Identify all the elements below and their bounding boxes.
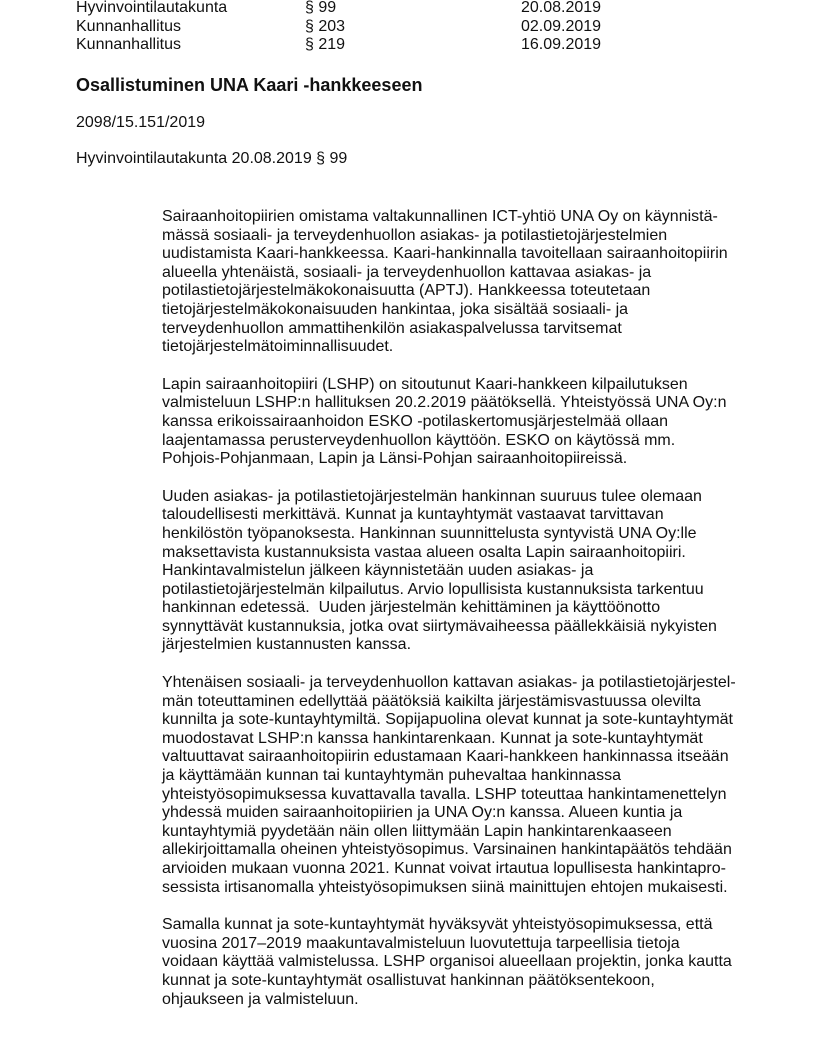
history-date: 16.09.2019 xyxy=(521,36,602,53)
history-row xyxy=(76,0,616,18)
paragraph-line: yhteistyösopimuksessa kuvattavalla tavalla. LSHP toteuttaa hankintamenettelyn xyxy=(162,785,727,803)
body-paragraph xyxy=(162,488,782,655)
paragraph-line: potilastietojärjestelmän kilpailutus. Arvio lopullisista kustannuksista tarkentuu xyxy=(162,580,704,598)
meeting-reference: Hyvinvointilautakunta 20.08.2019 § 99 xyxy=(76,150,348,167)
paragraph-line: Pohjois-Pohjanmaan, Lapin ja Länsi-Pohjan sairaanhoitopiireissä. xyxy=(162,450,628,468)
paragraph-line: män toteuttaminen edellyttää päätöksiä kaikilta järjestämisvastuussa olevilta xyxy=(162,692,701,710)
paragraph-line: yhdessä muiden sairaanhoitopiirien ja UNA Oy:n kanssa. Alueen kuntia ja xyxy=(162,804,683,822)
document-title: Osallistuminen UNA Kaari -hankkeeseen xyxy=(76,75,423,95)
paragraph-line: voidaan käyttää valmistelussa. LSHP organisoi alueellaan projektin, jonka kautta xyxy=(162,953,732,971)
paragraph-line: Samalla kunnat ja sote-kuntayhtymät hyväksyvät yhteistyösopimuksessa, että xyxy=(162,916,713,934)
paragraph-line: vuosina 2017–2019 maakuntavalmisteluun luovutettuja tarpeellisia tietoja xyxy=(162,934,680,952)
paragraph-line: laajentamassa perusterveydenhuollon käyttöön. ESKO on käytössä mm. xyxy=(162,431,676,449)
paragraph-line: valmisteluun LSHP:n hallituksen 20.2.2019 päätöksellä. Yhteistyössä UNA Oy:n xyxy=(162,394,727,412)
paragraph-line: Uuden asiakas- ja potilastietojärjestelmän hankinnan suuruus tulee olemaan xyxy=(162,487,702,505)
document-body xyxy=(162,208,782,1028)
paragraph-line: tietojärjestelmätoiminnallisuudet. xyxy=(162,338,394,356)
paragraph-line: kunnat ja sote-kuntayhtymät osallistuvat hankinnan päätöksentekoon, xyxy=(162,971,655,989)
history-body: Hyvinvointilautakunta xyxy=(76,0,228,16)
body-paragraph xyxy=(162,208,782,357)
paragraph-line: kuntayhtymiä pyydetään näin ollen liittymään Lapin hankintarenkaaseen xyxy=(162,822,672,840)
paragraph-line: Lapin sairaanhoitopiiri (LSHP) on sitoutunut Kaari-hankkeen kilpailutuksen xyxy=(162,375,688,393)
paragraph-line: tietojärjestelmäkokonaisuuden hankintaa, joka sisältää sosiaali- ja xyxy=(162,300,629,318)
paragraph-line: mässä sosiaali- ja terveydenhuollon asiakas- ja potilastietojärjestelmien xyxy=(162,226,668,244)
paragraph-line: alueella yhtenäistä, sosiaali- ja terveydenhuollon kattavaa asiakas- ja xyxy=(162,263,652,281)
paragraph-line: muodostavat LSHP:n kanssa hankintarenkaan. Kunnat ja sote-kuntayhtymät xyxy=(162,729,703,747)
body-paragraph xyxy=(162,674,782,897)
paragraph-line: allekirjoittamalla oheinen yhteistyösopimus. Varsinainen hankintapäätös tehdään xyxy=(162,841,732,859)
paragraph-line: sessista irtisanomalla yhteistyösopimuksen siinä mainittujen ehtojen mukaisesti. xyxy=(162,878,728,896)
paragraph-line: Sairaanhoitopiirien omistama valtakunnallinen ICT-yhtiö UNA Oy on käynnistä- xyxy=(162,208,718,225)
paragraph-line: kunnilta ja sote-kuntayhtymiltä. Sopijapuolina olevat kunnat ja sote-kuntayhtymät xyxy=(162,711,733,729)
history-row xyxy=(76,18,616,37)
history-section: § 99 xyxy=(305,0,337,16)
paragraph-line: taloudellisesti merkittävä. Kunnat ja kuntayhtymät vastaavat tarvittavan xyxy=(162,506,664,524)
history-section: § 219 xyxy=(305,36,346,53)
paragraph-line: uudistamista Kaari-hankkeessa. Kaari-hankinnalla tavoitellaan sairaanhoitopiirin xyxy=(162,245,728,263)
paragraph-line: valtuuttavat sairaanhoitopiirin edustamaan Kaari-hankkeen hankinnassa itseään xyxy=(162,748,729,766)
history-row xyxy=(76,36,616,55)
processing-history xyxy=(76,0,616,55)
history-date: 20.08.2019 xyxy=(521,0,602,16)
paragraph-line: Hankintavalmistelun jälkeen käynnistetään uuden asiakas- ja xyxy=(162,562,594,580)
paragraph-line: maksettavista kustannuksista vastaa alueen osalta Lapin sairaanhoitopiiri. xyxy=(162,543,686,561)
paragraph-line: ja käyttämään kunnan tai kuntayhtymän puhevaltaa hankinnassa xyxy=(162,767,621,785)
paragraph-line: synnyttävät kustannuksia, jotka ovat siirtymävaiheessa päällekkäisiä nykyisten xyxy=(162,617,717,635)
paragraph-line: henkilöstön työpanoksesta. Hankinnan suunnittelusta syntyvistä UNA Oy:lle xyxy=(162,524,697,542)
paragraph-line: arvioiden mukaan vuonna 2021. Kunnat voivat irtautua lopullisesta hankintapro- xyxy=(162,860,726,877)
document-number: 2098/15.151/2019 xyxy=(76,114,206,131)
history-body: Kunnanhallitus xyxy=(76,17,181,35)
paragraph-line: kanssa erikoissairaanhoidon ESKO -potilaskertomusjärjestelmää ollaan xyxy=(162,412,669,430)
paragraph-line: järjestelmien kustannusten kanssa. xyxy=(162,636,412,654)
paragraph-line: terveydenhuollon ammattihenkilön asiakaspalvelussa tarvitsemat xyxy=(162,319,622,337)
history-date: 02.09.2019 xyxy=(521,17,602,35)
paragraph-line: Yhtenäisen sosiaali- ja terveydenhuollon kattavan asiakas- ja potilastietojärjestel- xyxy=(162,674,736,692)
paragraph-line: potilastietojärjestelmäkokonaisuutta (APTJ). Hankkeessa toteutetaan xyxy=(162,282,651,300)
body-paragraph xyxy=(162,376,782,469)
body-paragraph xyxy=(162,916,782,1009)
paragraph-line: ohjaukseen ja valmisteluun. xyxy=(162,990,359,1008)
history-section: § 203 xyxy=(305,17,346,35)
history-body: Kunnanhallitus xyxy=(76,36,181,53)
paragraph-line: hankinnan edetessä. Uuden järjestelmän kehittäminen ja käyttöönotto xyxy=(162,599,661,617)
